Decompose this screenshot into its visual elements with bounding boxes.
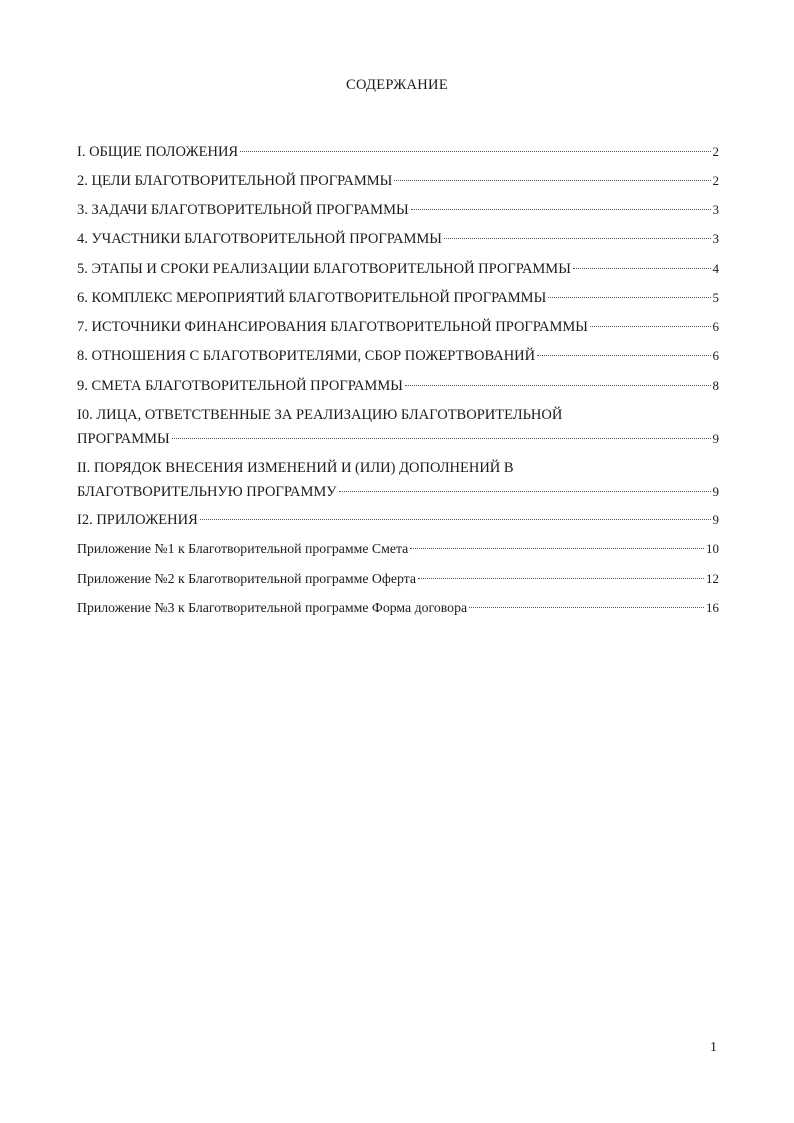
dot-leader — [405, 385, 711, 386]
toc-entry-title: I2. ПРИЛОЖЕНИЯ — [77, 512, 198, 528]
toc-entry[interactable] — [77, 537, 719, 561]
dot-leader — [339, 491, 711, 492]
toc-entry-title: 2. ЦЕЛИ БЛАГОТВОРИТЕЛЬНОЙ ПРОГРАММЫ — [77, 173, 393, 189]
dot-leader — [172, 438, 711, 439]
toc-entry[interactable] — [77, 508, 719, 532]
dot-leader — [411, 209, 711, 210]
toc-entry[interactable] — [77, 198, 719, 222]
toc-entry-page: 16 — [706, 600, 719, 615]
toc-entry-page: 9 — [712, 484, 719, 499]
toc-entry-title: 9. СМЕТА БЛАГОТВОРИТЕЛЬНОЙ ПРОГРАММЫ — [77, 378, 403, 394]
dot-leader — [240, 151, 710, 152]
toc-entry-title: Приложение №2 к Благотворительной программе Оферта — [77, 571, 416, 586]
toc-entry-page: 5 — [712, 290, 719, 305]
toc-entry-title: 8. ОТНОШЕНИЯ С БЛАГОТВОРИТЕЛЯМИ, СБОР ПОЖЕРТВОВАНИЙ — [77, 348, 536, 364]
toc-entry-page: 10 — [706, 541, 719, 556]
toc-entry-title: 7. ИСТОЧНИКИ ФИНАНСИРОВАНИЯ БЛАГОТВОРИТЕЛЬНОЙ ПРОГРАММЫ — [77, 319, 588, 335]
dot-leader — [573, 268, 711, 269]
toc-entry-page: 6 — [712, 348, 719, 363]
dot-leader — [394, 180, 710, 181]
toc-entry[interactable] — [77, 227, 719, 251]
toc-entry[interactable] — [77, 140, 719, 164]
dot-leader — [410, 548, 704, 549]
toc-entry[interactable] — [77, 403, 719, 451]
dot-leader — [537, 355, 710, 356]
toc-entry[interactable] — [77, 567, 719, 591]
toc-entry[interactable] — [77, 169, 719, 193]
toc-entry[interactable] — [77, 315, 719, 339]
toc-entry-page: 4 — [712, 261, 719, 276]
toc-entry[interactable] — [77, 374, 719, 398]
dot-leader — [200, 519, 711, 520]
toc-entry-title: Приложение №1 к Благотворительной программе Смета — [77, 541, 409, 556]
toc-entry[interactable] — [77, 456, 719, 504]
dot-leader — [418, 578, 704, 579]
toc-entry-page: 3 — [712, 202, 719, 217]
dot-leader — [548, 297, 710, 298]
page-title: СОДЕРЖАНИЕ — [346, 77, 448, 93]
toc-entry-title: 6. КОМПЛЕКС МЕРОПРИЯТИЙ БЛАГОТВОРИТЕЛЬНОЙ ПРОГРАММЫ — [77, 290, 547, 306]
toc-entry-title: БЛАГОТВОРИТЕЛЬНУЮ ПРОГРАММУ — [77, 484, 337, 500]
toc-entry-title-line1: I0. ЛИЦА, ОТВЕТСТВЕННЫЕ ЗА РЕАЛИЗАЦИЮ БЛАГОТВОРИТЕЛЬНОЙ — [77, 407, 563, 423]
toc-entry-title: 3. ЗАДАЧИ БЛАГОТВОРИТЕЛЬНОЙ ПРОГРАММЫ — [77, 202, 409, 218]
toc-entry-title: ПРОГРАММЫ — [77, 431, 170, 447]
page-number: 1 — [710, 1040, 717, 1055]
dot-leader — [444, 238, 711, 239]
toc-entry-page: 3 — [712, 231, 719, 246]
table-of-contents — [77, 0, 719, 1123]
toc-entry-title-line1: II. ПОРЯДОК ВНЕСЕНИЯ ИЗМЕНЕНИЙ И (ИЛИ) ДОПОЛНЕНИЙ В — [77, 460, 514, 476]
dot-leader — [590, 326, 711, 327]
toc-entry-page: 2 — [712, 144, 719, 159]
toc-entry-title: I. ОБЩИЕ ПОЛОЖЕНИЯ — [77, 144, 239, 160]
toc-entry-page: 12 — [706, 571, 719, 586]
toc-entry-page: 9 — [712, 512, 719, 527]
toc-entry-page: 2 — [712, 173, 719, 188]
toc-entry[interactable] — [77, 344, 719, 368]
toc-entry-page: 8 — [712, 378, 719, 393]
toc-entry-page: 6 — [712, 319, 719, 334]
toc-entry[interactable] — [77, 596, 719, 620]
toc-entry[interactable] — [77, 257, 719, 281]
toc-entry[interactable] — [77, 286, 719, 310]
toc-entry-page: 9 — [712, 431, 719, 446]
dot-leader — [469, 607, 704, 608]
toc-entry-title: 5. ЭТАПЫ И СРОКИ РЕАЛИЗАЦИИ БЛАГОТВОРИТЕЛЬНОЙ ПРОГРАММЫ — [77, 261, 571, 277]
toc-entry-title: Приложение №3 к Благотворительной программе Форма договора — [77, 600, 468, 615]
toc-entry-title: 4. УЧАСТНИКИ БЛАГОТВОРИТЕЛЬНОЙ ПРОГРАММЫ — [77, 231, 442, 247]
